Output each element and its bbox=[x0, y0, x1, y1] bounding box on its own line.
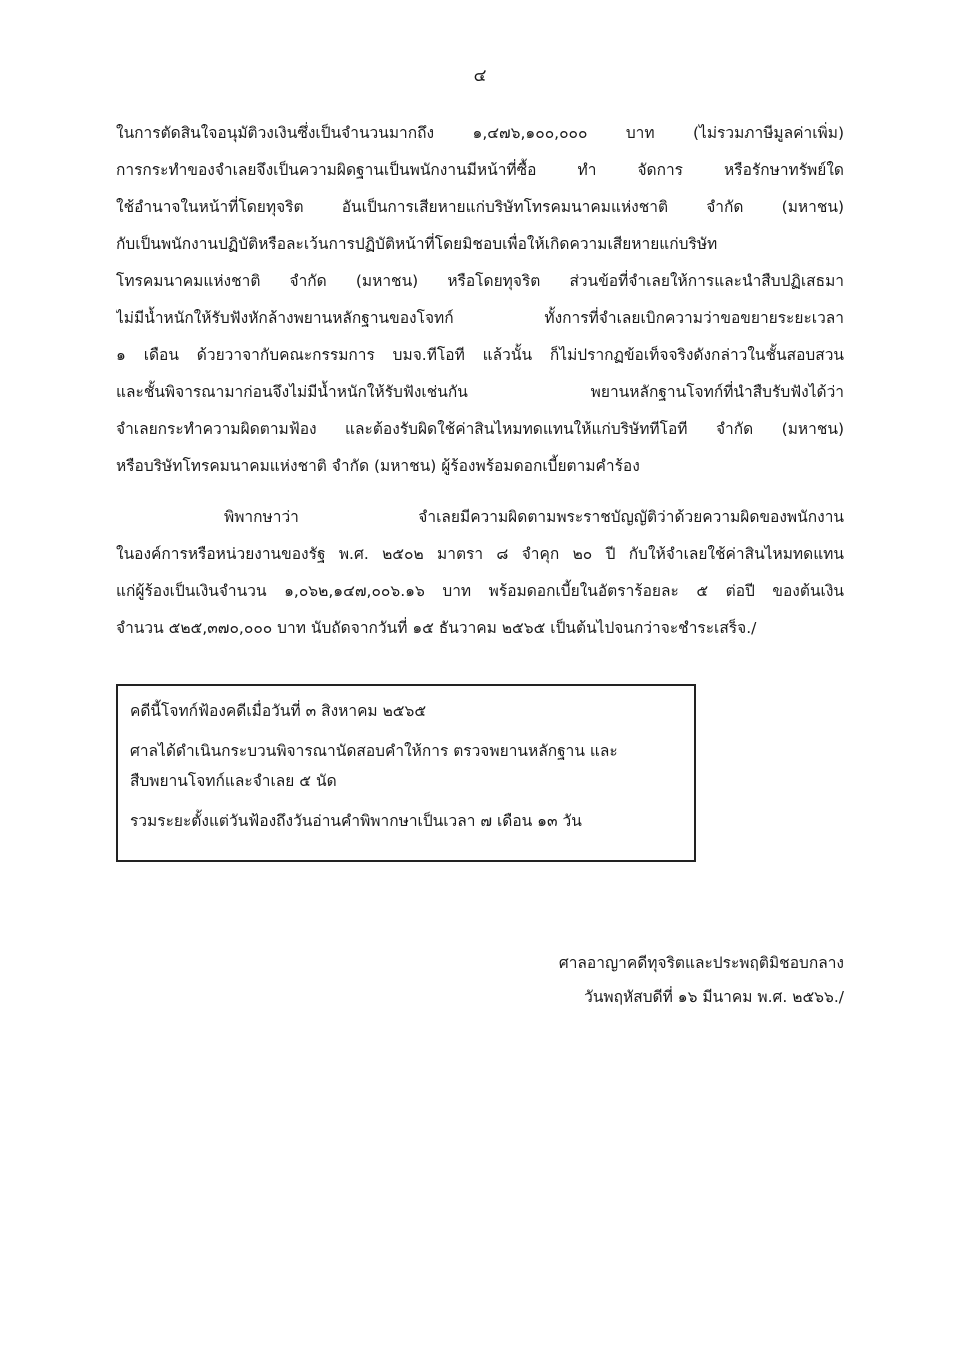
text-line: การกระทำของจำเลยจึงเป็นความผิดฐานเป็นพนักงานมีหน้าที่ซื้อ ทำ จัดการ หรือรักษาทรัพย์ใด bbox=[116, 161, 844, 179]
judgment-date: วันพฤหัสบดีที่ ๑๖ มีนาคม พ.ศ. ๒๕๖๖./ bbox=[584, 988, 844, 1006]
text-line: หรือบริษัทโทรคมนาคมแห่งชาติ จำกัด (มหาชน) ผู้ร้องพร้อมดอกเบี้ยตามคำร้อง bbox=[116, 457, 640, 475]
text-line: กับเป็นพนักงานปฏิบัติหรือละเว้นการปฏิบัติหน้าที่โดยมิชอบเพื่อให้เกิดความเสียหายแก่บริษัท bbox=[116, 235, 718, 253]
text-line: จำนวน ๕๒๕,๓๗๐,๐๐๐ บาท นับถัดจากวันที่ ๑๕ ธันวาคม ๒๕๖๕ เป็นต้นไปจนกว่าจะชำระเสร็จ./ bbox=[116, 619, 757, 637]
text-line: ๑ เดือน ด้วยวาจากับคณะกรรมการ บมจ.ทีโอที แล้วนั้น ก็ไม่ปรากฏข้อเท็จจริงดังกล่าวในชั้นสอบสวน bbox=[116, 346, 844, 364]
text-line: พิพากษาว่า จำเลยมีความผิดตามพระราชบัญญัติว่าด้วยความผิดของพนักงาน bbox=[224, 508, 844, 526]
paragraph-judgment bbox=[116, 504, 844, 644]
page-number: ๔ bbox=[473, 66, 487, 86]
text-line: ไม่มีน้ำหนักให้รับฟังหักล้างพยานหลักฐานของโจทก์ ทั้งการที่จำเลยเบิกความว่าขอขยายระยะเวลา bbox=[116, 309, 844, 327]
summary-hearings: สืบพยานโจทก์และจำเลย ๕ นัด bbox=[130, 772, 337, 790]
text-line: ใช้อำนาจในหน้าที่โดยทุจริต อันเป็นการเสียหายแก่บริษัทโทรคมนาคมแห่งชาติ จำกัด (มหาชน) bbox=[116, 198, 844, 216]
text-line: ในการตัดสินใจอนุมัติวงเงินซึ่งเป็นจำนวนมากถึง ๑,๔๗๖,๑๐๐,๐๐๐ บาท (ไม่รวมภาษีมูลค่าเพิ่ม) bbox=[116, 124, 844, 142]
text-line: ในองค์การหรือหน่วยงานของรัฐ พ.ศ. ๒๕๐๒ มาตรา ๘ จำคุก ๒๐ ปี กับให้จำเลยใช้ค่าสินไหมทดแทน bbox=[116, 545, 844, 563]
text-line: แก่ผู้ร้องเป็นเงินจำนวน ๑,๐๖๒,๑๔๗,๐๐๖.๑๖ บาท พร้อมดอกเบี้ยในอัตราร้อยละ ๕ ต่อปี ของต้นเงิน bbox=[116, 582, 844, 600]
text-line: โทรคมนาคมแห่งชาติ จำกัด (มหาชน) หรือโดยทุจริต ส่วนข้อที่จำเลยให้การและนำสืบปฏิเสธมา bbox=[116, 272, 844, 290]
text-line: และชั้นพิจารณามาก่อนจึงไม่มีน้ำหนักให้รับฟังเช่นกัน พยานหลักฐานโจทก์ที่นำสืบรับฟังได้ว่า bbox=[116, 383, 844, 401]
case-summary-box bbox=[116, 684, 696, 862]
summary-filing-date: คดีนี้โจทก์ฟ้องคดีเมื่อวันที่ ๓ สิงหาคม ๒๕๖๕ bbox=[130, 702, 427, 720]
summary-duration: รวมระยะตั้งแต่วันฟ้องถึงวันอ่านคำพิพากษาเป็นเวลา ๗ เดือน ๑๓ วัน bbox=[130, 812, 582, 830]
court-name: ศาลอาญาคดีทุจริตและประพฤติมิชอบกลาง bbox=[558, 954, 844, 972]
text-line: จำเลยกระทำความผิดตามฟ้อง และต้องรับผิดใช้ค่าสินไหมทดแทนให้แก่บริษัททีโอที จำกัด (มหาชน) bbox=[116, 420, 844, 438]
summary-proceedings: ศาลได้ดำเนินกระบวนพิจารณานัดสอบคำให้การ ตรวจพยานหลักฐาน และ bbox=[130, 742, 618, 760]
paragraph-reasoning bbox=[116, 120, 844, 480]
